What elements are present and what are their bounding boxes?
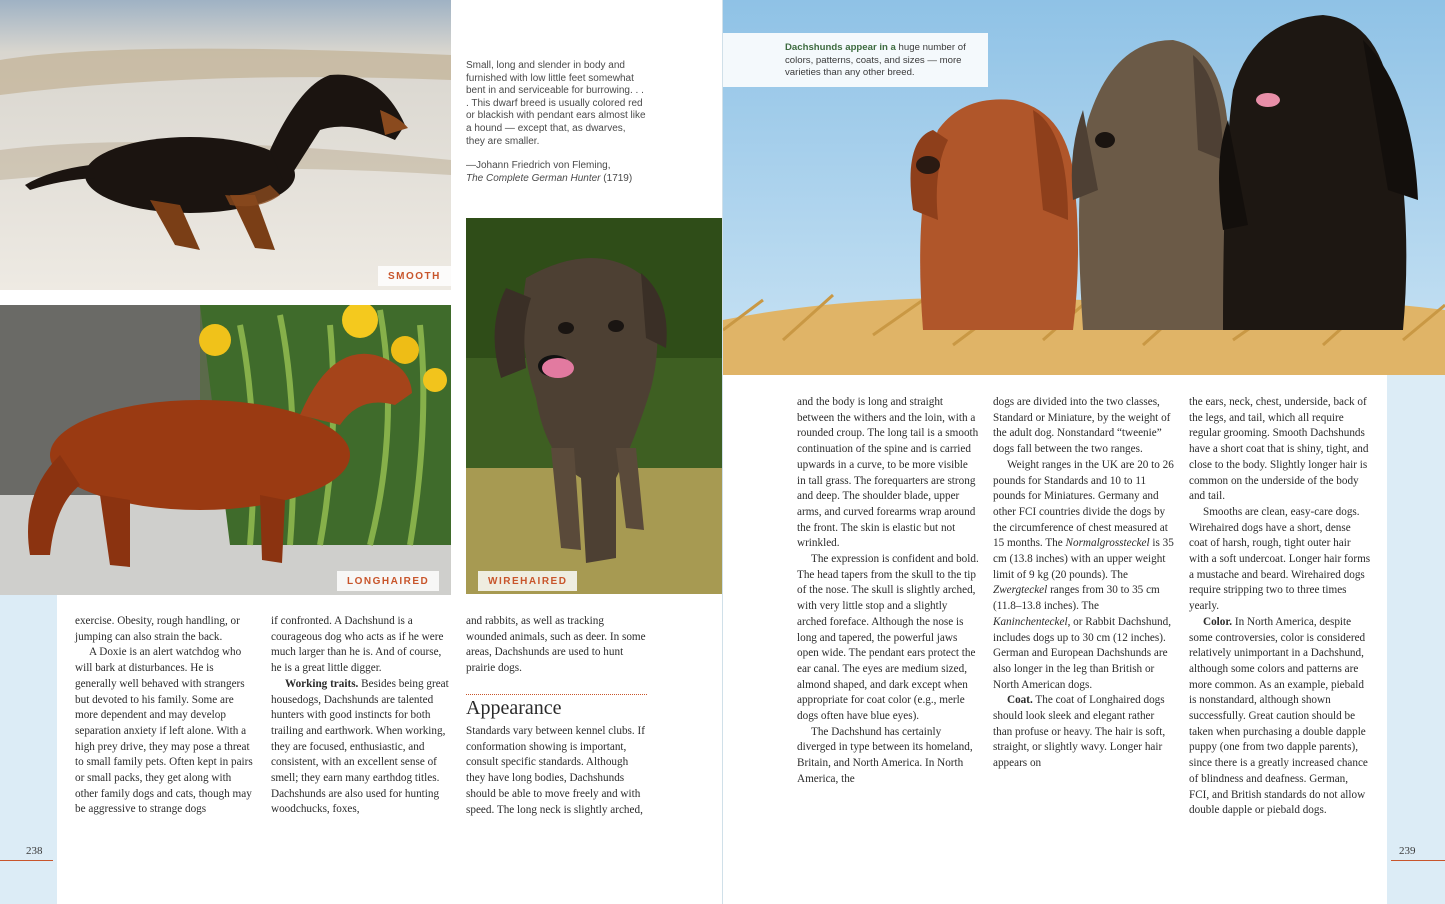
right-col3-p1: the ears, neck, chest, underside, back of the legs, and tail, which all require regular grooming. Smooth Dachshunds have a short coat that is shiny, tight, and close to the body. Slightly longer hair is common on the underside of the body and tail.: [1189, 396, 1369, 503]
book-spine: [722, 0, 723, 904]
term-kaninchenteckel: Kaninchenteckel: [993, 615, 1068, 628]
appearance-rule: [466, 694, 647, 695]
pull-quote: [466, 60, 646, 185]
right-col2-p2: [993, 458, 1175, 694]
quote-text: Small, long and slender in body and furnished with low little feet somewhat bent in and serviceable for burrowing. . . . This dwarf breed is usually colored red or blackish with pendant ears almost like a hound — except that, as dwarves, they are smaller.: [466, 60, 646, 147]
term-normalgrossteckel: Normalgrossteckel: [1065, 537, 1150, 550]
photo-label-smooth: SMOOTH: [378, 266, 451, 286]
coat-heading: Coat.: [1007, 694, 1033, 707]
quote-source-title: The Complete German Hunter: [466, 172, 601, 184]
right-col3-p3-text: In North America, despite some controversies, color is considered relatively unimportant in a Dachshund, although some colors and patterns are more common. As an example, piebald is nonstandard, although shown successfully. Great caution should be taken when purchasing a double dapple puppy (one from two dapple parents), since there is a greatly increased chance of blindness and deafness. German, FCI, and British standards do not allow double dapple or piebald dogs.: [1189, 615, 1368, 817]
left-col3-p2: Standards vary between kennel clubs. If conformation showing is important, consult specific standards. Although they have long bodies, Dachshunds should be able to move freely and with speed. The long neck is slightly arched,: [466, 725, 645, 816]
right-col1-p2: The expression is confident and bold. The head tapers from the skull to the tip of the nose. The skull is slightly arched, with very little stop and a slightly arched foreface. Although the nose is long and tapered, the powerful jaws open wide. The pendant ears protect the ear canal. The eyes are medium sized, almond shaped, and dark except when appropriate for coat color (e.g., merle dogs often have blue eyes).: [797, 553, 979, 723]
right-col2-p2b: is 35 cm (13.8 inches) with an upper weight limit of 9 kg (20 pounds). The: [993, 537, 1174, 581]
left-column-1: [75, 614, 255, 818]
page-number-right: 239: [1399, 845, 1416, 857]
right-column-3: [1189, 395, 1371, 819]
right-col2-p3-text: The coat of Longhaired dogs should look sleek and elegant rather than profuse or heavy. The hair is soft, straight, or slightly wavy. Longer hair appears on: [993, 694, 1166, 770]
right-col1-p3: The Dachshund has certainly diverged in type between its homeland, Britain, and North America. In North America, the: [797, 725, 973, 785]
quote-source-year: (1719): [603, 172, 633, 184]
right-col2-p2c: ranges from 30 to 35 cm (11.8–13.8 inches). The: [993, 584, 1160, 613]
quote-source: [466, 173, 646, 186]
photo-smooth-dachshund: [0, 0, 451, 290]
color-heading: Color.: [1203, 615, 1233, 628]
left-col2-p2: [271, 677, 451, 818]
right-col1-p1: and the body is long and straight between the withers and the loin, with a rounded croup. The long tail is a smooth continuation of the spine and is carried upwards in a curve, to be more visible in tall grass. The forequarters are strong and deep. The shoulder blade, upper arms, and curved forearms wrap around the front. The skin is elastic but not wrinkled.: [797, 396, 979, 550]
right-col2-p2d: , or Rabbit Dachshund, includes dogs up to 30 cm (12 inches). German and European Dachshunds are also longer in the leg than British or North American dogs.: [993, 615, 1172, 691]
right-column-2: [993, 395, 1175, 772]
right-col2-p1: dogs are divided into the two classes, Standard or Miniature, by the weight of the adult dog. Nonstandard “tweenie” dogs fall between the two ranges.: [993, 396, 1171, 456]
term-zwergteckel: Zwergteckel: [993, 584, 1048, 597]
left-column-2: [271, 614, 451, 818]
left-col3-p1: and rabbits, as well as tracking wounded animals, such as deer. In some areas, Dachshunds are used to hunt prairie dogs.: [466, 615, 646, 675]
caption-lead: Dachshunds appear in a: [785, 42, 896, 53]
page-number-left-rule: [0, 860, 53, 861]
right-col3-p3: [1189, 615, 1371, 819]
left-margin-band: [0, 595, 57, 904]
photo-wirehaired-dachshund: [466, 218, 722, 594]
photo-caption: [723, 33, 988, 87]
right-col3-p2: Smooths are clean, easy-care dogs. Wirehaired dogs have a short, dense coat of harsh, rough, tight outer hair with a soft undercoat. Longer hair forms a mustache and beard. Wirehaired dogs require stripping two to three times yearly.: [1189, 505, 1371, 613]
photo-longhaired-dachshund: [0, 305, 451, 595]
right-margin-band: [1387, 375, 1445, 904]
photo-label-wirehaired: WIREHAIRED: [478, 571, 577, 591]
left-col2-p2-text: Besides being great housedogs, Dachshunds are talented hunters with good instincts for both trailing and earthwork. When working, they are focused, enthusiastic, and consistent, with an excellent sense of smell; they earn many earthdog titles. Dachshunds are also used for hunting woodchucks, foxes,: [271, 677, 449, 816]
caption-text: huge number of colors, patterns, coats, and sizes — more varieties than any other breed.: [785, 42, 966, 79]
quote-attribution: —Johann Friedrich von Fleming,: [466, 160, 611, 172]
appearance-heading: Appearance: [466, 697, 562, 719]
left-col2-p1: if confronted. A Dachshund is a courageous dog who acts as if he were much larger than he is. And of course, he is a great little digger.: [271, 615, 444, 675]
left-column-3: [466, 614, 646, 677]
right-col2-p3: [993, 693, 1175, 772]
working-traits-heading: Working traits.: [285, 677, 359, 690]
photo-label-longhaired: LONGHAIRED: [337, 571, 439, 591]
left-col1-p2: A Doxie is an alert watchdog who will bark at disturbances. He is generally well behaved with strangers but devoted to his family. Some are more dependent and may develop separation anxiety if left alone. With a high prey drive, they may pose a threat to small family pets. Often kept in pairs or small packs, they get along with other family dogs and cats, though may be aggressive to strange dogs: [75, 646, 253, 816]
right-col2-p2a: Weight ranges in the UK are 20 to 26 pounds for Standards and 10 to 11 pounds for Miniatures. Germany and other FCI countries divide the dogs by the circumference of chest measured at 15 months. The: [993, 458, 1174, 550]
left-col1-p1: exercise. Obesity, rough handling, or jumping can also strain the back.: [75, 615, 240, 643]
page-number-left: 238: [26, 845, 43, 857]
left-column-3b: [466, 724, 646, 818]
page-number-right-rule: [1391, 860, 1445, 861]
right-column-1: [797, 395, 979, 788]
